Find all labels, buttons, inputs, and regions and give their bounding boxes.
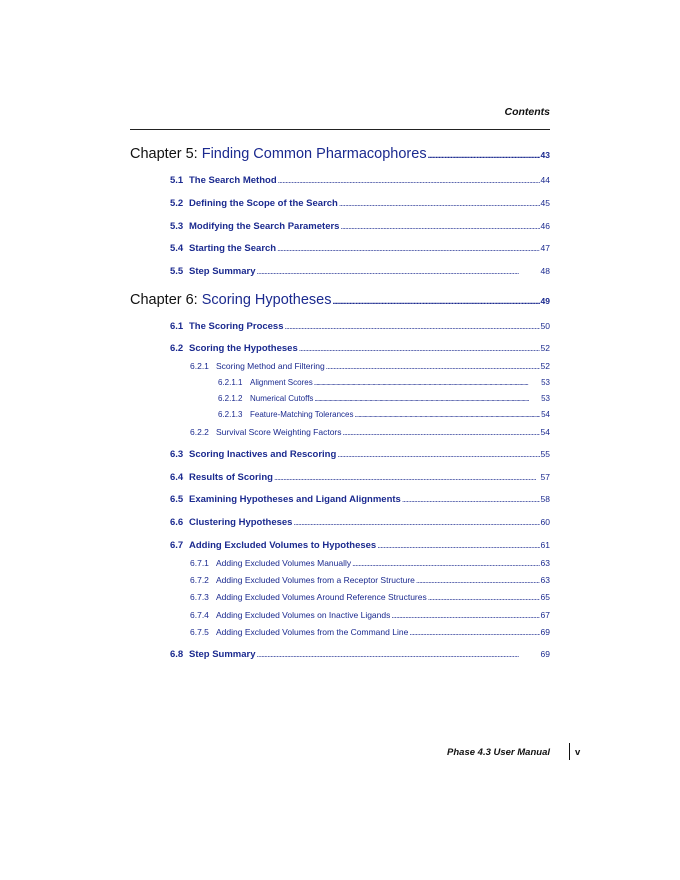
toc-entry[interactable] — [130, 175, 550, 186]
section-title: The Scoring Process — [189, 321, 284, 332]
section-title: Finding Common Pharmacophores — [201, 146, 427, 162]
dot-leader — [416, 575, 540, 585]
dot-leader — [314, 378, 540, 387]
section-number: 6.2 — [170, 343, 184, 354]
toc-entry[interactable] — [130, 627, 550, 637]
section-number: 5.1 — [170, 175, 184, 186]
page-number: 65 — [540, 592, 550, 602]
toc-entry[interactable] — [130, 361, 550, 371]
toc-chapter-entry[interactable] — [130, 146, 550, 162]
page-number: 60 — [540, 517, 550, 527]
toc-entry[interactable] — [130, 449, 550, 460]
section-title: Alignment Scores — [250, 378, 313, 387]
section-title: Feature-Matching Tolerances — [250, 410, 354, 419]
page-number: 54 — [540, 427, 550, 437]
dot-leader — [340, 221, 539, 231]
section-number: 6.2.1.2 — [218, 394, 243, 403]
toc-entry[interactable] — [130, 221, 550, 232]
page-number: 55 — [540, 449, 550, 459]
dot-leader — [285, 321, 540, 331]
toc-entry[interactable] — [130, 592, 550, 602]
toc-entry[interactable] — [130, 198, 550, 209]
toc-chapter-entry[interactable] — [130, 292, 550, 308]
section-title: Scoring Method and Filtering — [216, 361, 325, 371]
section-title: Step Summary — [189, 266, 256, 277]
dot-leader — [409, 627, 539, 637]
dot-leader — [339, 198, 540, 208]
section-title: Clustering Hypotheses — [189, 517, 293, 528]
dot-leader — [402, 494, 540, 504]
section-number: 6.7.3 — [190, 592, 209, 602]
page-number: 58 — [540, 494, 550, 504]
dot-leader — [326, 361, 540, 371]
page-number: 54 — [541, 410, 550, 419]
section-number: 6.2.1.3 — [218, 410, 243, 419]
toc-entry[interactable] — [130, 410, 550, 419]
page-number: 63 — [540, 558, 550, 568]
dot-leader — [299, 343, 540, 353]
toc-entry[interactable] — [130, 558, 550, 568]
page-number: 49 — [540, 296, 550, 306]
dot-leader — [337, 449, 539, 459]
page-number: 61 — [540, 540, 550, 550]
section-title: Survival Score Weighting Factors — [216, 427, 342, 437]
page-number: 69 — [540, 627, 550, 637]
section-title: Adding Excluded Volumes Manually — [216, 558, 352, 568]
section-title: Results of Scoring — [189, 472, 273, 483]
section-number: 6.7.2 — [190, 575, 209, 585]
section-number: 6.7.4 — [190, 610, 209, 620]
dot-leader — [343, 427, 540, 437]
page-number: 46 — [540, 221, 550, 231]
section-number: 5.4 — [170, 243, 184, 254]
toc-entry[interactable] — [130, 378, 550, 387]
header-rule — [130, 129, 550, 130]
page-number: 67 — [540, 610, 550, 620]
toc-entry[interactable] — [130, 517, 550, 528]
section-title: Modifying the Search Parameters — [189, 221, 340, 232]
page-number: 50 — [540, 321, 550, 331]
footer-manual-title: Phase 4.3 User Manual — [447, 747, 550, 758]
toc-entry[interactable] — [130, 321, 550, 332]
section-title: Starting the Search — [189, 243, 277, 254]
section-title: Adding Excluded Volumes on Inactive Ligands — [216, 610, 391, 620]
section-number: 6.2.1.1 — [218, 378, 243, 387]
page-number: 53 — [541, 394, 550, 403]
dot-leader — [354, 410, 540, 419]
dot-leader — [391, 610, 539, 620]
section-title: Examining Hypotheses and Ligand Alignments — [189, 494, 401, 505]
dot-leader — [274, 472, 540, 482]
page-number: 52 — [540, 343, 550, 353]
dot-leader — [428, 150, 540, 160]
chapter-label: Chapter 6: — [130, 292, 198, 308]
dot-leader — [377, 540, 539, 550]
toc-entry[interactable] — [130, 266, 550, 277]
section-number: 6.8 — [170, 649, 184, 660]
running-header: Contents — [504, 106, 550, 118]
toc-entry[interactable] — [130, 472, 550, 483]
toc-entry[interactable] — [130, 649, 550, 660]
page-number: 57 — [540, 472, 550, 482]
section-title: Defining the Scope of the Search — [189, 198, 338, 209]
page-number: 52 — [540, 361, 550, 371]
section-number: 6.3 — [170, 449, 184, 460]
section-number: 5.3 — [170, 221, 184, 232]
page-number: 69 — [540, 649, 550, 659]
section-number: 5.2 — [170, 198, 184, 209]
toc-entry[interactable] — [130, 494, 550, 505]
section-number: 6.2.2 — [190, 427, 209, 437]
section-number: 6.1 — [170, 321, 184, 332]
toc-entry[interactable] — [130, 394, 550, 403]
chapter-label: Chapter 5: — [130, 146, 198, 162]
section-number: 6.7.1 — [190, 558, 209, 568]
section-number: 6.4 — [170, 472, 184, 483]
toc-entry[interactable] — [130, 427, 550, 437]
section-title: Step Summary — [189, 649, 256, 660]
page-number: 63 — [540, 575, 550, 585]
page-number: 47 — [540, 243, 550, 253]
dot-leader — [352, 558, 539, 568]
dot-leader — [314, 394, 540, 403]
dot-leader — [257, 649, 540, 659]
section-title: Adding Excluded Volumes Around Reference Structures — [216, 592, 427, 602]
section-title: Adding Excluded Volumes from a Receptor Structure — [216, 575, 415, 585]
toc-entry[interactable] — [130, 343, 550, 354]
section-title: Adding Excluded Volumes to Hypotheses — [189, 540, 377, 551]
toc-entry[interactable] — [130, 243, 550, 254]
section-number: 6.6 — [170, 517, 184, 528]
page-number: 43 — [540, 150, 550, 160]
page-number: 44 — [540, 175, 550, 185]
section-number: 6.7 — [170, 540, 184, 551]
footer-divider — [569, 743, 570, 760]
section-title: Adding Excluded Volumes from the Command Line — [216, 627, 409, 637]
dot-leader — [257, 266, 540, 276]
section-number: 6.5 — [170, 494, 184, 505]
dot-leader — [277, 243, 539, 253]
dot-leader — [278, 175, 540, 185]
section-number: 5.5 — [170, 266, 184, 277]
dot-leader — [293, 517, 539, 527]
dot-leader — [428, 592, 540, 602]
section-title: Numerical Cutoffs — [250, 394, 314, 403]
section-title: The Search Method — [189, 175, 277, 186]
section-title: Scoring Hypotheses — [201, 292, 332, 308]
page-number: 45 — [540, 198, 550, 208]
section-number: 6.7.5 — [190, 627, 209, 637]
toc-entry[interactable] — [130, 610, 550, 620]
dot-leader — [332, 296, 539, 306]
page-number: 53 — [541, 378, 550, 387]
section-number: 6.2.1 — [190, 361, 209, 371]
page-number: 48 — [540, 266, 550, 276]
footer-page-number: v — [575, 747, 581, 758]
section-title: Scoring the Hypotheses — [189, 343, 298, 354]
toc-entry[interactable] — [130, 540, 550, 551]
toc-entry[interactable] — [130, 575, 550, 585]
section-title: Scoring Inactives and Rescoring — [189, 449, 337, 460]
